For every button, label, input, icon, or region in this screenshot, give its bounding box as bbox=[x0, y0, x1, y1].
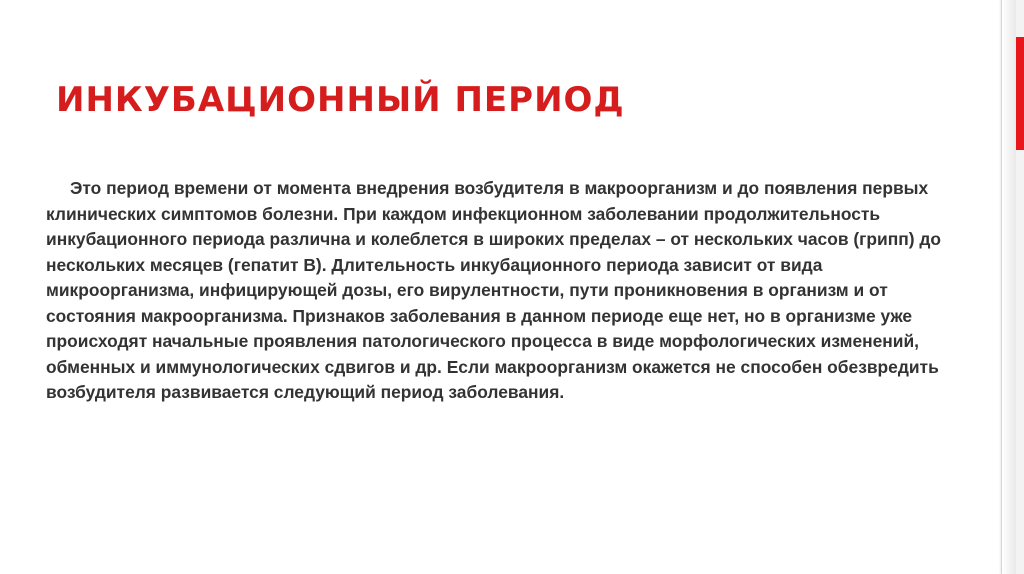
red-accent-bar bbox=[1016, 37, 1024, 150]
page-edge-decoration bbox=[1001, 0, 1016, 574]
slide-body-text: Это период времени от момента внедрения возбудителя в макроорганизм и до появления первых клинических симптомов болезни. При каждом инфекционном заболевании продолжительность инкубационного периода различна и колеблется в широких пределах – от нескольких часов (грипп) до нескольких месяцев (гепатит В). Длительность инкубационного периода зависит от вида микроорганизма, инфицирующей дозы, его вирулентности, пути проникновения в организм и от состояния макроорганизма. Признаков заболевания в данном периоде еще нет, но в организме уже происходят начальные проявления патологического процесса в виде морфологических изменений, обменных и иммунологических сдвигов и др. Если макроорганизм окажется не способен обезвредить возбудителя развивается следующий период заболевания. bbox=[46, 178, 942, 402]
slide-title: ИНКУБАЦИОННЫЙ ПЕРИОД bbox=[56, 80, 625, 120]
